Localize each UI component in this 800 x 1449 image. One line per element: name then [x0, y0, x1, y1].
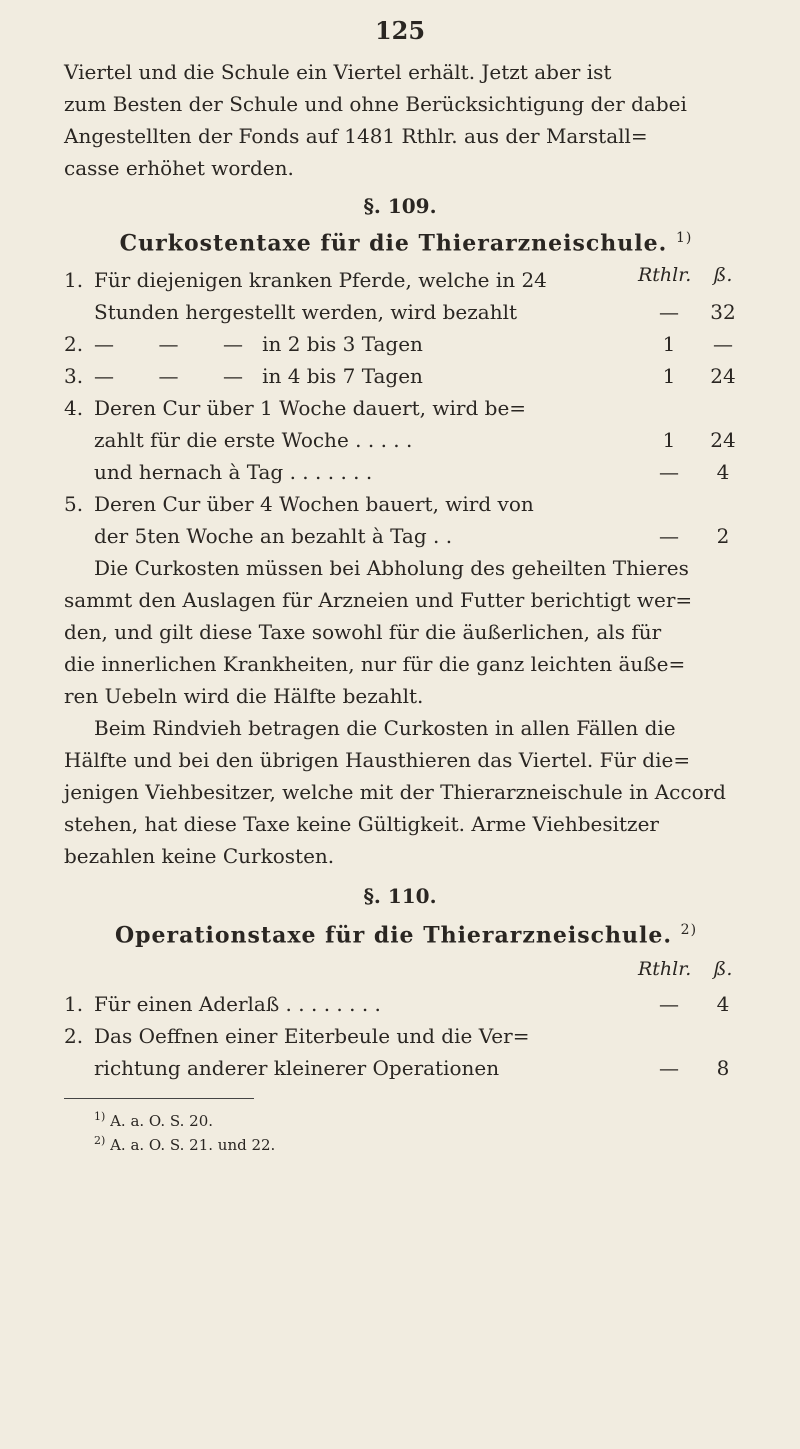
row-rthlr: 1 — [662, 364, 676, 388]
section-number: §. 110. — [363, 884, 437, 908]
footnote-ref: 2) — [680, 922, 698, 938]
footnote-ref: 1) — [675, 230, 693, 246]
row-rthlr: — — [659, 460, 679, 484]
footnote — [94, 1130, 275, 1156]
footnote-mark: 1) — [94, 1110, 106, 1123]
table-row — [64, 360, 748, 392]
footnote-text: A. a. O. S. 20. — [110, 1112, 214, 1130]
row-schilling: 4 — [716, 992, 730, 1016]
section-number: §. 109. — [363, 194, 437, 218]
unit-header — [638, 958, 748, 980]
row-text: Deren Cur über 1 Woche dauert, wird be= — [94, 396, 527, 420]
row-number: 2. — [64, 1024, 84, 1048]
table-row — [64, 1020, 748, 1052]
unit-rthlr: Rthlr. — [637, 264, 692, 286]
footnote-divider — [64, 1098, 254, 1099]
table-row — [64, 456, 748, 488]
row-schilling: — — [713, 332, 733, 356]
footnote-text: A. a. O. S. 21. und 22. — [110, 1136, 276, 1154]
row-text: richtung anderer kleinerer Operationen — [94, 1056, 500, 1080]
row-schilling: 8 — [716, 1056, 730, 1080]
unit-schilling: ß. — [713, 958, 733, 980]
text-line: casse erhöhet worden. — [64, 156, 294, 180]
table-row — [64, 520, 748, 552]
footnote — [94, 1106, 213, 1132]
text-line: die innerlichen Krankheiten, nur für die ganz leichten äuße= — [64, 652, 686, 676]
text-line: ren Uebeln wird die Hälfte bezahlt. — [64, 684, 424, 708]
row-rthlr: 1 — [662, 332, 676, 356]
text-line: Angestellten der Fonds auf 1481 Rthlr. aus der Marstall= — [64, 124, 648, 148]
row-number: 1. — [64, 992, 84, 1016]
row-schilling: 24 — [710, 364, 736, 388]
table-row — [64, 392, 748, 424]
row-text: Das Oeffnen einer Eiterbeule und die Ver= — [94, 1024, 530, 1048]
text-line: Die Curkosten müssen bei Abholung des geheilten Thieres — [94, 556, 689, 580]
row-schilling: 4 — [716, 460, 730, 484]
text-line: zum Besten der Schule und ohne Berücksichtigung der dabei — [64, 92, 687, 116]
section-title: Operationstaxe für die Thierarzneischule. — [114, 922, 672, 949]
row-rthlr: 1 — [662, 428, 676, 452]
table-row — [64, 264, 748, 296]
row-schilling: 24 — [710, 428, 736, 452]
table-row — [64, 488, 748, 520]
text-line: stehen, hat diese Taxe keine Gültigkeit. Arme Viehbesitzer — [64, 812, 659, 836]
row-text: und hernach à Tag . . . . . . . — [94, 460, 373, 484]
unit-rthlr: Rthlr. — [637, 958, 692, 980]
table-row — [64, 424, 748, 456]
table-row — [64, 1052, 748, 1084]
row-schilling: 32 — [710, 300, 736, 324]
page-number: 125 — [374, 16, 426, 45]
text-line: den, und gilt diese Taxe sowohl für die äußerlichen, als für — [64, 620, 662, 644]
row-text: zahlt für die erste Woche . . . . . — [94, 428, 413, 452]
row-text: — — — in 4 bis 7 Tagen — [94, 364, 423, 388]
text-line: sammt den Auslagen für Arzneien und Futter berichtigt wer= — [64, 588, 693, 612]
row-rthlr: — — [659, 524, 679, 548]
text-line: Beim Rindvieh betragen die Curkosten in allen Fällen die — [94, 716, 676, 740]
table-row — [64, 296, 748, 328]
text-line: Viertel und die Schule ein Viertel erhält. Jetzt aber ist — [64, 60, 612, 84]
row-text: — — — in 2 bis 3 Tagen — [94, 332, 423, 356]
section-heading — [64, 922, 748, 948]
row-schilling: 2 — [716, 524, 730, 548]
section-heading — [64, 230, 748, 256]
row-text: Stunden hergestellt werden, wird bezahlt — [94, 300, 518, 324]
text-line: Hälfte und bei den übrigen Hausthieren das Viertel. Für die= — [64, 748, 691, 772]
text-line: jenigen Viehbesitzer, welche mit der Thierarzneischule in Accord — [64, 780, 726, 804]
row-text: Für einen Aderlaß . . . . . . . . — [94, 992, 381, 1016]
section-title: Curkostentaxe für die Thierarzneischule. — [119, 230, 668, 257]
table-row — [64, 328, 748, 360]
text-line: bezahlen keine Curkosten. — [64, 844, 335, 868]
row-rthlr: — — [659, 1056, 679, 1080]
table-row — [64, 988, 748, 1020]
row-rthlr: — — [659, 992, 679, 1016]
row-text: der 5ten Woche an bezahlt à Tag . . — [94, 524, 453, 548]
unit-schilling: ß. — [713, 264, 733, 286]
row-text: Deren Cur über 4 Wochen bauert, wird von — [94, 492, 534, 516]
footnote-mark: 2) — [94, 1134, 106, 1147]
row-number: 3. — [64, 364, 84, 388]
row-number: 1. — [64, 268, 84, 292]
row-number: 5. — [64, 492, 84, 516]
row-text: Für diejenigen kranken Pferde, welche in 24 — [94, 268, 547, 292]
row-number: 4. — [64, 396, 84, 420]
row-number: 2. — [64, 332, 84, 356]
row-rthlr: — — [659, 300, 679, 324]
